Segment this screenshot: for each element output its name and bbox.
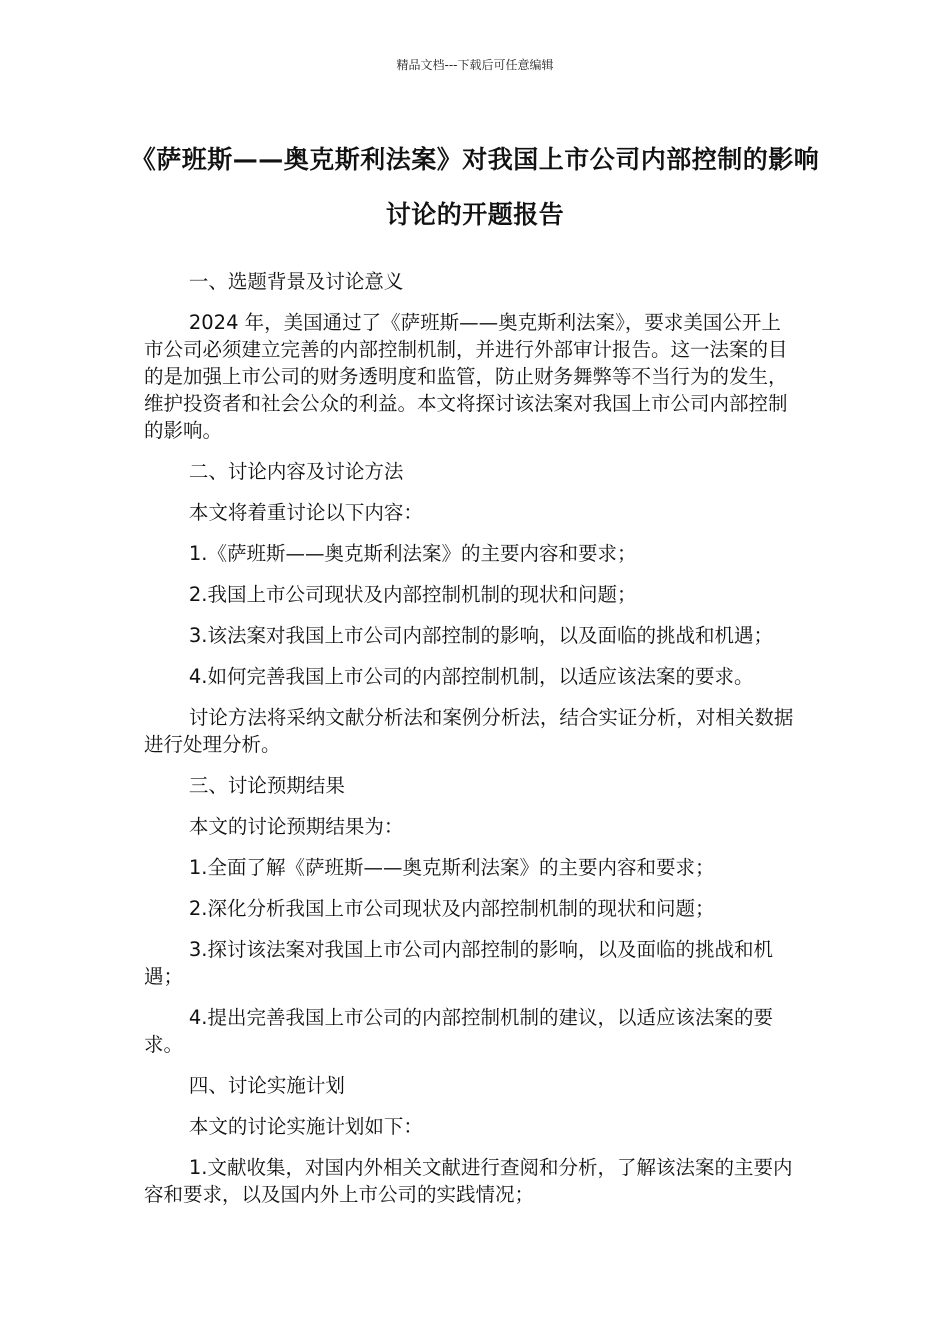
body-paragraph: 2024 年，美国通过了《萨班斯——奥克斯利法案》，要求美国公开上市公司必须建立完善的内部控制机制，并进行外部审计报告。这一法案的目的是加强上市公司的财务透明度和监管，防止财务舞弊等不当行为的发生，维护投资者和社会公众的利益。本文将探讨该法案对我国上市公司内部控制的影响。	[144, 311, 788, 442]
document-body	[144, 268, 794, 1222]
section-heading-3: 三、讨论预期结果	[188, 774, 345, 797]
body-paragraph: 讨论方法将采纳文献分析法和案例分析法，结合实证分析，对相关数据进行处理分析。	[144, 706, 794, 756]
list-item: 1.文献收集，对国内外相关文献进行查阅和分析，了解该法案的主要内容和要求，以及国内外上市公司的实践情况；	[144, 1156, 793, 1206]
body-paragraph: 本文的讨论实施计划如下：	[188, 1115, 423, 1138]
list-item: 2.深化分析我国上市公司现状及内部控制机制的现状和问题；	[188, 897, 715, 920]
document-title: 《萨班斯——奥克斯利法案》对我国上市公司内部控制的影响讨论的开题报告	[130, 145, 820, 229]
section-heading-4: 四、讨论实施计划	[188, 1074, 345, 1097]
list-item: 1.《萨班斯——奥克斯利法案》的主要内容和要求；	[188, 542, 637, 565]
section-heading-2: 二、讨论内容及讨论方法	[188, 460, 404, 483]
body-paragraph: 本文的讨论预期结果为：	[188, 815, 404, 838]
list-item: 3.探讨该法案对我国上市公司内部控制的影响，以及面临的挑战和机遇；	[144, 938, 773, 988]
list-item: 1.全面了解《萨班斯——奥克斯利法案》的主要内容和要求；	[188, 856, 715, 879]
body-paragraph: 本文将着重讨论以下内容：	[188, 501, 423, 524]
list-item: 4.提出完善我国上市公司的内部控制机制的建议，以适应该法案的要求。	[144, 1006, 773, 1056]
section-heading-1: 一、选题背景及讨论意义	[188, 270, 404, 293]
list-item: 2.我国上市公司现状及内部控制机制的现状和问题；	[188, 583, 637, 606]
list-item: 3.该法案对我国上市公司内部控制的影响，以及面临的挑战和机遇；	[188, 624, 773, 647]
list-item: 4.如何完善我国上市公司的内部控制机制，以适应该法案的要求。	[188, 665, 754, 688]
page-header: 精品文档---下载后可任意编辑	[396, 58, 554, 72]
